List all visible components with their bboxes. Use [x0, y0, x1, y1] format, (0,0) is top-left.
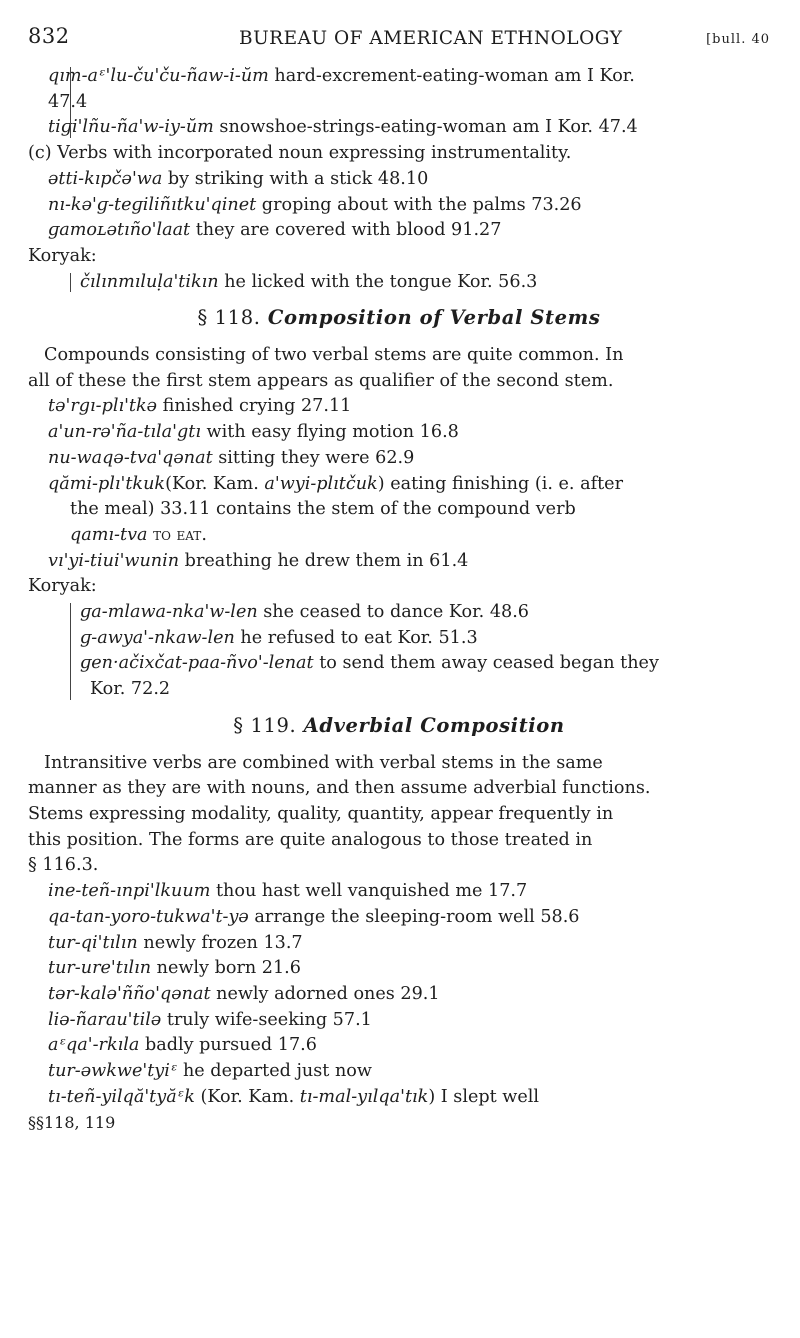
- example-line: [48, 549, 770, 575]
- gloss: hard-excrement-eating-woman am I Kor.: [268, 66, 635, 86]
- example-line: [48, 931, 770, 957]
- example-line: [80, 270, 770, 296]
- gloss: the meal) 33.11 contains the stem of the compound verb: [70, 499, 576, 520]
- paragraph-line: § 116.3.: [28, 855, 99, 876]
- gloss: snowshoe-strings-eating-woman am I Kor. 47.4: [213, 117, 638, 138]
- example-line: [80, 651, 770, 677]
- gloss: thou hast well vanquished me 17.7: [210, 881, 528, 902]
- section-heading-118: [28, 305, 770, 331]
- gloss: he licked with the tongue Kor. 56.3: [218, 271, 538, 292]
- example-line: [48, 90, 770, 116]
- gloss: with easy flying motion 16.8: [200, 422, 459, 443]
- example-line: [48, 1059, 770, 1085]
- example-line: [48, 472, 770, 498]
- native-form: a'wyi-plıtčuk: [264, 473, 378, 494]
- gloss: (Kor. Kam.: [194, 1086, 300, 1107]
- koryak-label: Koryak:: [28, 576, 97, 597]
- running-title: BUREAU OF AMERICAN ETHNOLOGY: [239, 28, 623, 49]
- gloss: (Kor. Kam.: [165, 473, 265, 494]
- gloss: ) eating finishing (i. e. after: [377, 473, 624, 494]
- gloss: arrange the sleeping-room well 58.6: [248, 906, 580, 927]
- gloss: finished crying 27.11: [157, 396, 352, 417]
- gloss: truly wife-seeking 57.1: [161, 1009, 372, 1030]
- gloss: ) I slept well: [428, 1086, 540, 1107]
- example-line: [48, 905, 770, 931]
- gloss: to eat.: [147, 524, 207, 545]
- gloss: to send them away ceased began they: [313, 653, 659, 674]
- section-number: § 118.: [197, 306, 261, 330]
- paragraph-line: Stems expressing modality, quality, quantity, appear frequently in: [28, 803, 614, 824]
- example-line: [48, 218, 770, 244]
- gloss: she ceased to dance Kor. 48.6: [257, 602, 529, 623]
- paragraph-line: manner as they are with nouns, and then assume adverbial functions.: [28, 778, 651, 799]
- native-form: ɡamoʟətıño'laat: [48, 220, 191, 241]
- native-form: tiɡi'lñu-ña'w-iy-ŭm: [48, 117, 214, 138]
- example-line: [48, 394, 770, 420]
- native-form: ɡen·ačixčat-paa-ñvo'-lenat: [80, 653, 314, 674]
- paragraph-118: [28, 343, 770, 394]
- paragraph-line: all of these the first stem appears as qualifier of the second stem.: [28, 370, 614, 391]
- gloss: he refused to eat Kor. 51.3: [234, 627, 478, 648]
- example-line: [48, 167, 770, 193]
- gloss: newly frozen 13.7: [137, 932, 303, 953]
- paragraph-119: [28, 751, 770, 880]
- gloss: he departed just now: [177, 1061, 372, 1082]
- native-form: tur-ure'tılın: [48, 958, 152, 979]
- native-form: qım-aᵋ'lu-ču'ču-ñaw-i-ŭm: [48, 66, 269, 86]
- native-form: a'un-rə'ña-tıla'gtı: [48, 422, 201, 443]
- native-form: aᵋqa'-rkıla: [48, 1035, 140, 1056]
- native-form: ətti-kıpčə'wa: [48, 168, 163, 189]
- native-form: ine-teñ-ınpi'lkuum: [48, 881, 211, 902]
- example-line: [48, 497, 770, 523]
- gloss: they are covered with blood 91.27: [190, 220, 502, 241]
- gloss: sitting they were 62.9: [212, 447, 415, 468]
- native-form: tur-qi'tılın: [48, 932, 138, 953]
- example-line: [48, 1008, 770, 1034]
- running-head: [28, 24, 770, 54]
- example-line: [80, 600, 770, 626]
- koryak-label: Koryak:: [28, 245, 97, 266]
- example-line: [48, 1085, 770, 1111]
- native-form: qămi-plı'tkuk: [48, 473, 166, 494]
- native-form: tı-teñ-yilqă'tyăᵋk: [48, 1086, 195, 1107]
- gloss: breathing he drew them in 61.4: [179, 550, 469, 571]
- native-form: nu-waqə-tva'qənat: [48, 447, 213, 468]
- native-form: vı'yi-tiui'wunin: [48, 550, 180, 571]
- bulletin-label: [bull. 40: [706, 32, 770, 47]
- example-line: [48, 1033, 770, 1059]
- native-form: liə-ñarau'tilə: [48, 1009, 162, 1030]
- example-line: [48, 956, 770, 982]
- paragraph-line: Compounds consisting of two verbal stems are quite common. In: [44, 345, 624, 366]
- gloss: 47.4: [48, 91, 88, 112]
- native-form: ɡ-awya'-nkaw-len: [80, 627, 235, 648]
- example-line: [80, 677, 770, 703]
- paragraph-line: Intransitive verbs are combined with verbal stems in the same: [44, 752, 603, 773]
- footer-section-ref: §§118, 119: [28, 1113, 116, 1133]
- native-form: nı-kə'ɡ-teɡiliñıtku'qinet: [48, 194, 257, 215]
- native-form: tə'rgı-plı'tkə: [48, 396, 158, 417]
- koryak-block-2: [28, 600, 770, 703]
- example-block-3: [28, 394, 770, 574]
- native-form: tur-əwkwe'tyiᵋ: [48, 1061, 178, 1082]
- section-number: § 119.: [233, 713, 297, 737]
- example-line: [80, 626, 770, 652]
- example-block-2: [28, 167, 770, 244]
- page-number: 832: [28, 24, 70, 48]
- gloss: Kor. 72.2: [90, 679, 171, 700]
- subsection-heading-c: (c) Verbs with incorporated noun expressing instrumentality.: [28, 143, 572, 164]
- example-block-1: [28, 64, 770, 141]
- example-line: [48, 446, 770, 472]
- section-heading-119: [28, 713, 770, 739]
- native-form: čılınmıluḷa'tikın: [80, 271, 219, 292]
- native-form: qa-tan-yoro-tukwa't-yə: [48, 906, 249, 927]
- example-line: [48, 879, 770, 905]
- example-line: [48, 115, 770, 141]
- example-line: [48, 982, 770, 1008]
- page-body: [28, 64, 770, 1136]
- native-form: qamı-tva: [70, 524, 148, 545]
- gloss: newly born 21.6: [151, 958, 301, 979]
- example-block-4: [28, 879, 770, 1110]
- example-line: [48, 193, 770, 219]
- native-form: tər-kalə'ñño'qənat: [48, 983, 211, 1004]
- section-title: Composition of Verbal Stems: [267, 306, 601, 330]
- native-form: ɡa-mlawa-nka'w-len: [80, 602, 258, 623]
- example-line: [48, 64, 770, 90]
- example-line: [48, 523, 770, 549]
- gloss: badly pursued 17.6: [139, 1035, 317, 1056]
- section-title: Adverbial Composition: [303, 713, 565, 737]
- gloss: newly adorned ones 29.1: [210, 983, 440, 1004]
- paragraph-line: this position. The forms are quite analogous to those treated in: [28, 829, 593, 850]
- gloss: by striking with a stick 48.10: [162, 168, 429, 189]
- native-form: tı-mal-yılqa'tık: [299, 1086, 429, 1107]
- koryak-block-1: [28, 270, 770, 296]
- gloss: groping about with the palms 73.26: [256, 194, 582, 215]
- example-line: [48, 420, 770, 446]
